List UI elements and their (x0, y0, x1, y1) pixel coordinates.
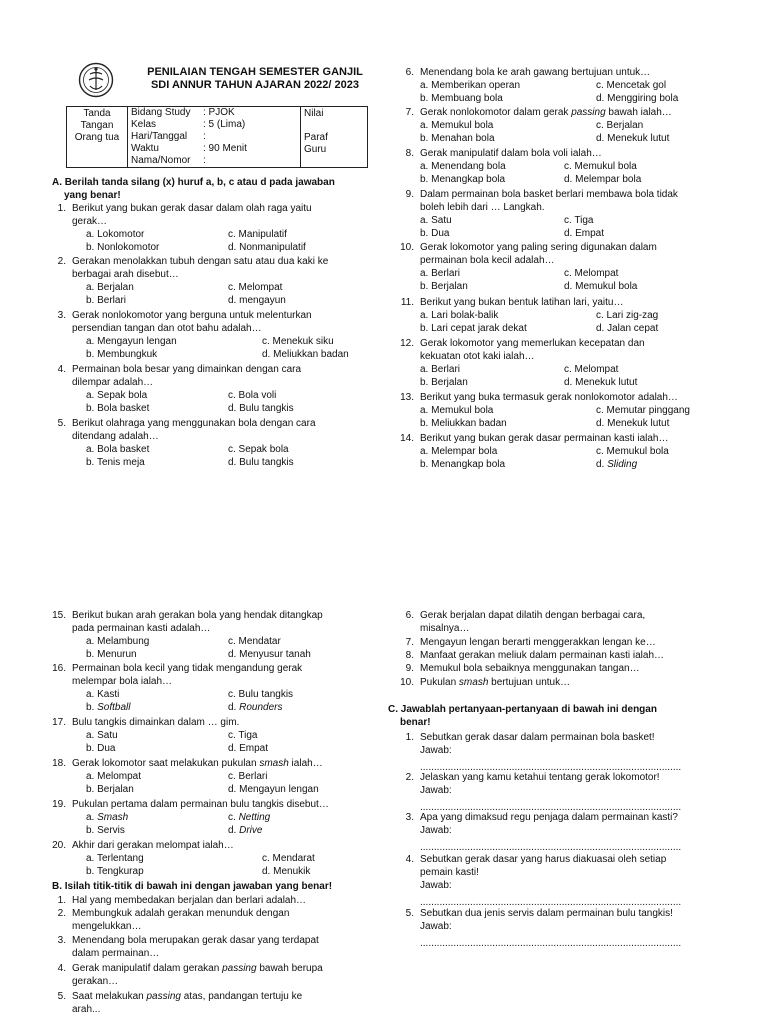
question-19: 19. Pukulan pertama dalam permainan bulu tangkis disebut… a. Smash b. Servis c. Netting d. Drive (52, 799, 329, 836)
section-a-title: A. Berilah tanda silang (x) huruf a, b, c atau d pada jawaban yang benar! (52, 177, 335, 201)
question-12: 12. Gerak lokomotor yang memerlukan kecepatan dan kekuatan otot kaki ialah… a. Berlari b. Berjalan c. Melompat d. Menekuk lutut (400, 338, 645, 388)
name-field: : (203, 155, 206, 166)
fill-item-9: 9. Memukul bola sebaiknya menggunakan tangan… (405, 663, 640, 674)
question-15: 15. Berikut bukan arah gerakan bola yang hendak ditangkap pada permainan kasti adalah… a. Melambung b. Menurun c. Mendatar d. Menyusur tanah (52, 610, 323, 660)
essay-item-3: 3. Apa yang dimaksud regu penjaga dalam permainan kasti? Jawab: .............................................................................................. (398, 811, 738, 854)
fill-item-7: 7. Mengayun lengan berarti menggerakkan lengan ke… (405, 637, 656, 648)
fill-item-5: 5. Saat melakukan passing atas, pandangan tertuju ke arah... (57, 991, 303, 1015)
date-field: : (203, 131, 206, 142)
school-logo-icon (78, 62, 114, 98)
question-10: 10. Gerak lokomotor yang paling sering digunakan dalam permainan bola kecil adalah… a. Berlari b. Berjalan c. Melompat d. Memukul bola (400, 242, 657, 292)
section-b-title: B. Isilah titik-titik di bawah ini dengan jawaban yang benar! (52, 881, 333, 892)
parent-signature-cell: Tanda Tangan Orang tua (67, 107, 128, 168)
question-13: 13. Berikut yang buka termasuk gerak nonlokomotor adalah… a. Memukul bola b. Meliukkan badan c. Memutar pinggang d. Menekuk lutut (400, 392, 690, 429)
fill-item-10: 10. Pukulan smash bertujuan untuk… (400, 677, 571, 688)
fill-item-3: 3. Menendang bola merupakan gerak dasar yang terdapat dalam permainan… (57, 935, 319, 959)
fill-item-4: 4. Gerak manipulatif dalam gerakan passing bawah berupa gerakan… (57, 963, 323, 987)
essay-item-2: 2. Jelaskan yang kamu ketahui tentang gerak lokomotor! Jawab: .............................................................................................. (398, 771, 738, 814)
answer-line[interactable]: .............................................................................................. (420, 897, 682, 908)
question-20: 20. Akhir dari gerakan melompat ialah… a. Terlentang b. Tengkurap c. Mendarat d. Menukik (52, 840, 315, 877)
question-7: 7. Gerak nonlokomotor dalam gerak passing bawah ialah… a. Memukul bola b. Menahan bola c. Berjalan d. Menekuk lutut (405, 107, 672, 144)
score-cell: Nilai Paraf Guru (301, 107, 368, 168)
answer-line[interactable]: .............................................................................................. (420, 802, 682, 813)
question-16: 16. Permainan bola kecil yang tidak mengandung gerak melempar bola ialah… a. Kasti b. Softball c. Bulu tangkis d. Rounders (52, 663, 303, 713)
class-field: : 5 (Lima) (203, 119, 246, 130)
essay-item-5: 5. Sebutkan dua jenis servis dalam permainan bulu tangkis! Jawab: .............................................................................................. (398, 907, 738, 950)
essay-item-4: 4. Sebutkan gerak dasar yang harus diakuasai oleh setiap pemain kasti! Jawab: .............................................................................................. (398, 853, 738, 909)
question-3: 3. Gerak nonlokomotor yang berguna untuk melenturkan persendian tangan dan otot bahu adalah… a. Mengayun lengan b. Membungkuk c. Menekuk siku d. Meliukkan badan (57, 310, 349, 360)
answer-line[interactable]: .............................................................................................. (420, 842, 682, 853)
question-14: 14. Berikut yang bukan gerak dasar permainan kasti ialah… a. Melempar bola b. Menangkap bola c. Memukul bola d. Sliding (400, 433, 669, 470)
section-c-title: C. Jawablah pertanyaan-pertanyaan di bawah ini dengan benar! (388, 704, 657, 728)
time-field: : 90 Menit (203, 143, 247, 154)
question-17: 17. Bulu tangkis dimainkan dalam … gim. a. Satu b. Dua c. Tiga d. Empat (52, 717, 269, 754)
question-18: 18. Gerak lokomotor saat melakukan pukulan smash ialah… a. Melompat b. Berjalan c. Berlari d. Mengayun lengan (52, 758, 323, 795)
question-1: 1. Berikut yang bukan gerak dasar dalam olah raga yaitu gerak… a. Lokomotor b. Nonlokomotor c. Manipulatif d. Nonmanipulatif (57, 203, 312, 253)
essay-item-1: 1. Sebutkan gerak dasar dalam permainan bola basket! Jawab: .............................................................................................. (398, 731, 738, 774)
question-2: 2. Gerakan menolakkan tubuh dengan satu atau dua kaki ke berbagai arah disebut… a. Berjalan b. Berlari c. Melompat d. mengayun (57, 256, 329, 306)
question-11: 11. Berikut yang bukan bentuk latihan lari, yaitu… a. Lari bolak-balik b. Lari cepat jarak dekat c. Lari zig-zag d. Jalan cepat (400, 297, 659, 334)
fill-item-6: 6. Gerak berjalan dapat dilatih dengan berbagai cara, misalnya… (405, 610, 646, 634)
question-9: 9. Dalam permainan bola basket berlari membawa bola tidak boleh lebih dari … Langkah. a. Satu b. Dua c. Tiga d. Empat (405, 189, 678, 239)
document-title: PENILAIAN TENGAH SEMESTER GANJIL SDI ANNUR TAHUN AJARAN 2022/ 2023 (147, 66, 363, 91)
question-6: 6. Menendang bola ke arah gawang bertujuan untuk… a. Memberikan operan b. Membuang bola c. Mencetak gol d. Menggiring bola (405, 67, 679, 104)
identity-table: Tanda Tangan Orang tua Bidang Study : PJOK Kelas : 5 (Lima) Hari/Tanggal : Waktu : 90 Menit Nama/Nomor : Nilai Paraf Guru (66, 106, 368, 168)
answer-line[interactable]: .............................................................................................. (420, 938, 682, 949)
question-4: 4. Permainan bola besar yang dimainkan dengan cara dilempar adalah… a. Sepak bola b. Bola basket c. Bola voli d. Bulu tangkis (57, 364, 302, 414)
question-5: 5. Berikut olahraga yang menggunakan bola dengan cara ditendang adalah… a. Bola basket b. Tenis meja c. Sepak bola d. Bulu tangkis (57, 418, 316, 468)
answer-line[interactable]: .............................................................................................. (420, 762, 682, 773)
subject-field: : PJOK (203, 107, 235, 118)
fill-item-8: 8. Manfaat gerakan meliuk dalam permainan kasti ialah… (405, 650, 665, 661)
question-8: 8. Gerak manipulatif dalam bola voli ialah… a. Menendang bola b. Menangkap bola c. Memukul bola d. Melempar bola (405, 148, 642, 185)
fill-item-2: 2. Membungkuk adalah gerakan menunduk dengan mengelukkan… (57, 908, 290, 932)
fill-item-1: 1. Hal yang membedakan berjalan dan berlari adalah… (57, 895, 307, 906)
